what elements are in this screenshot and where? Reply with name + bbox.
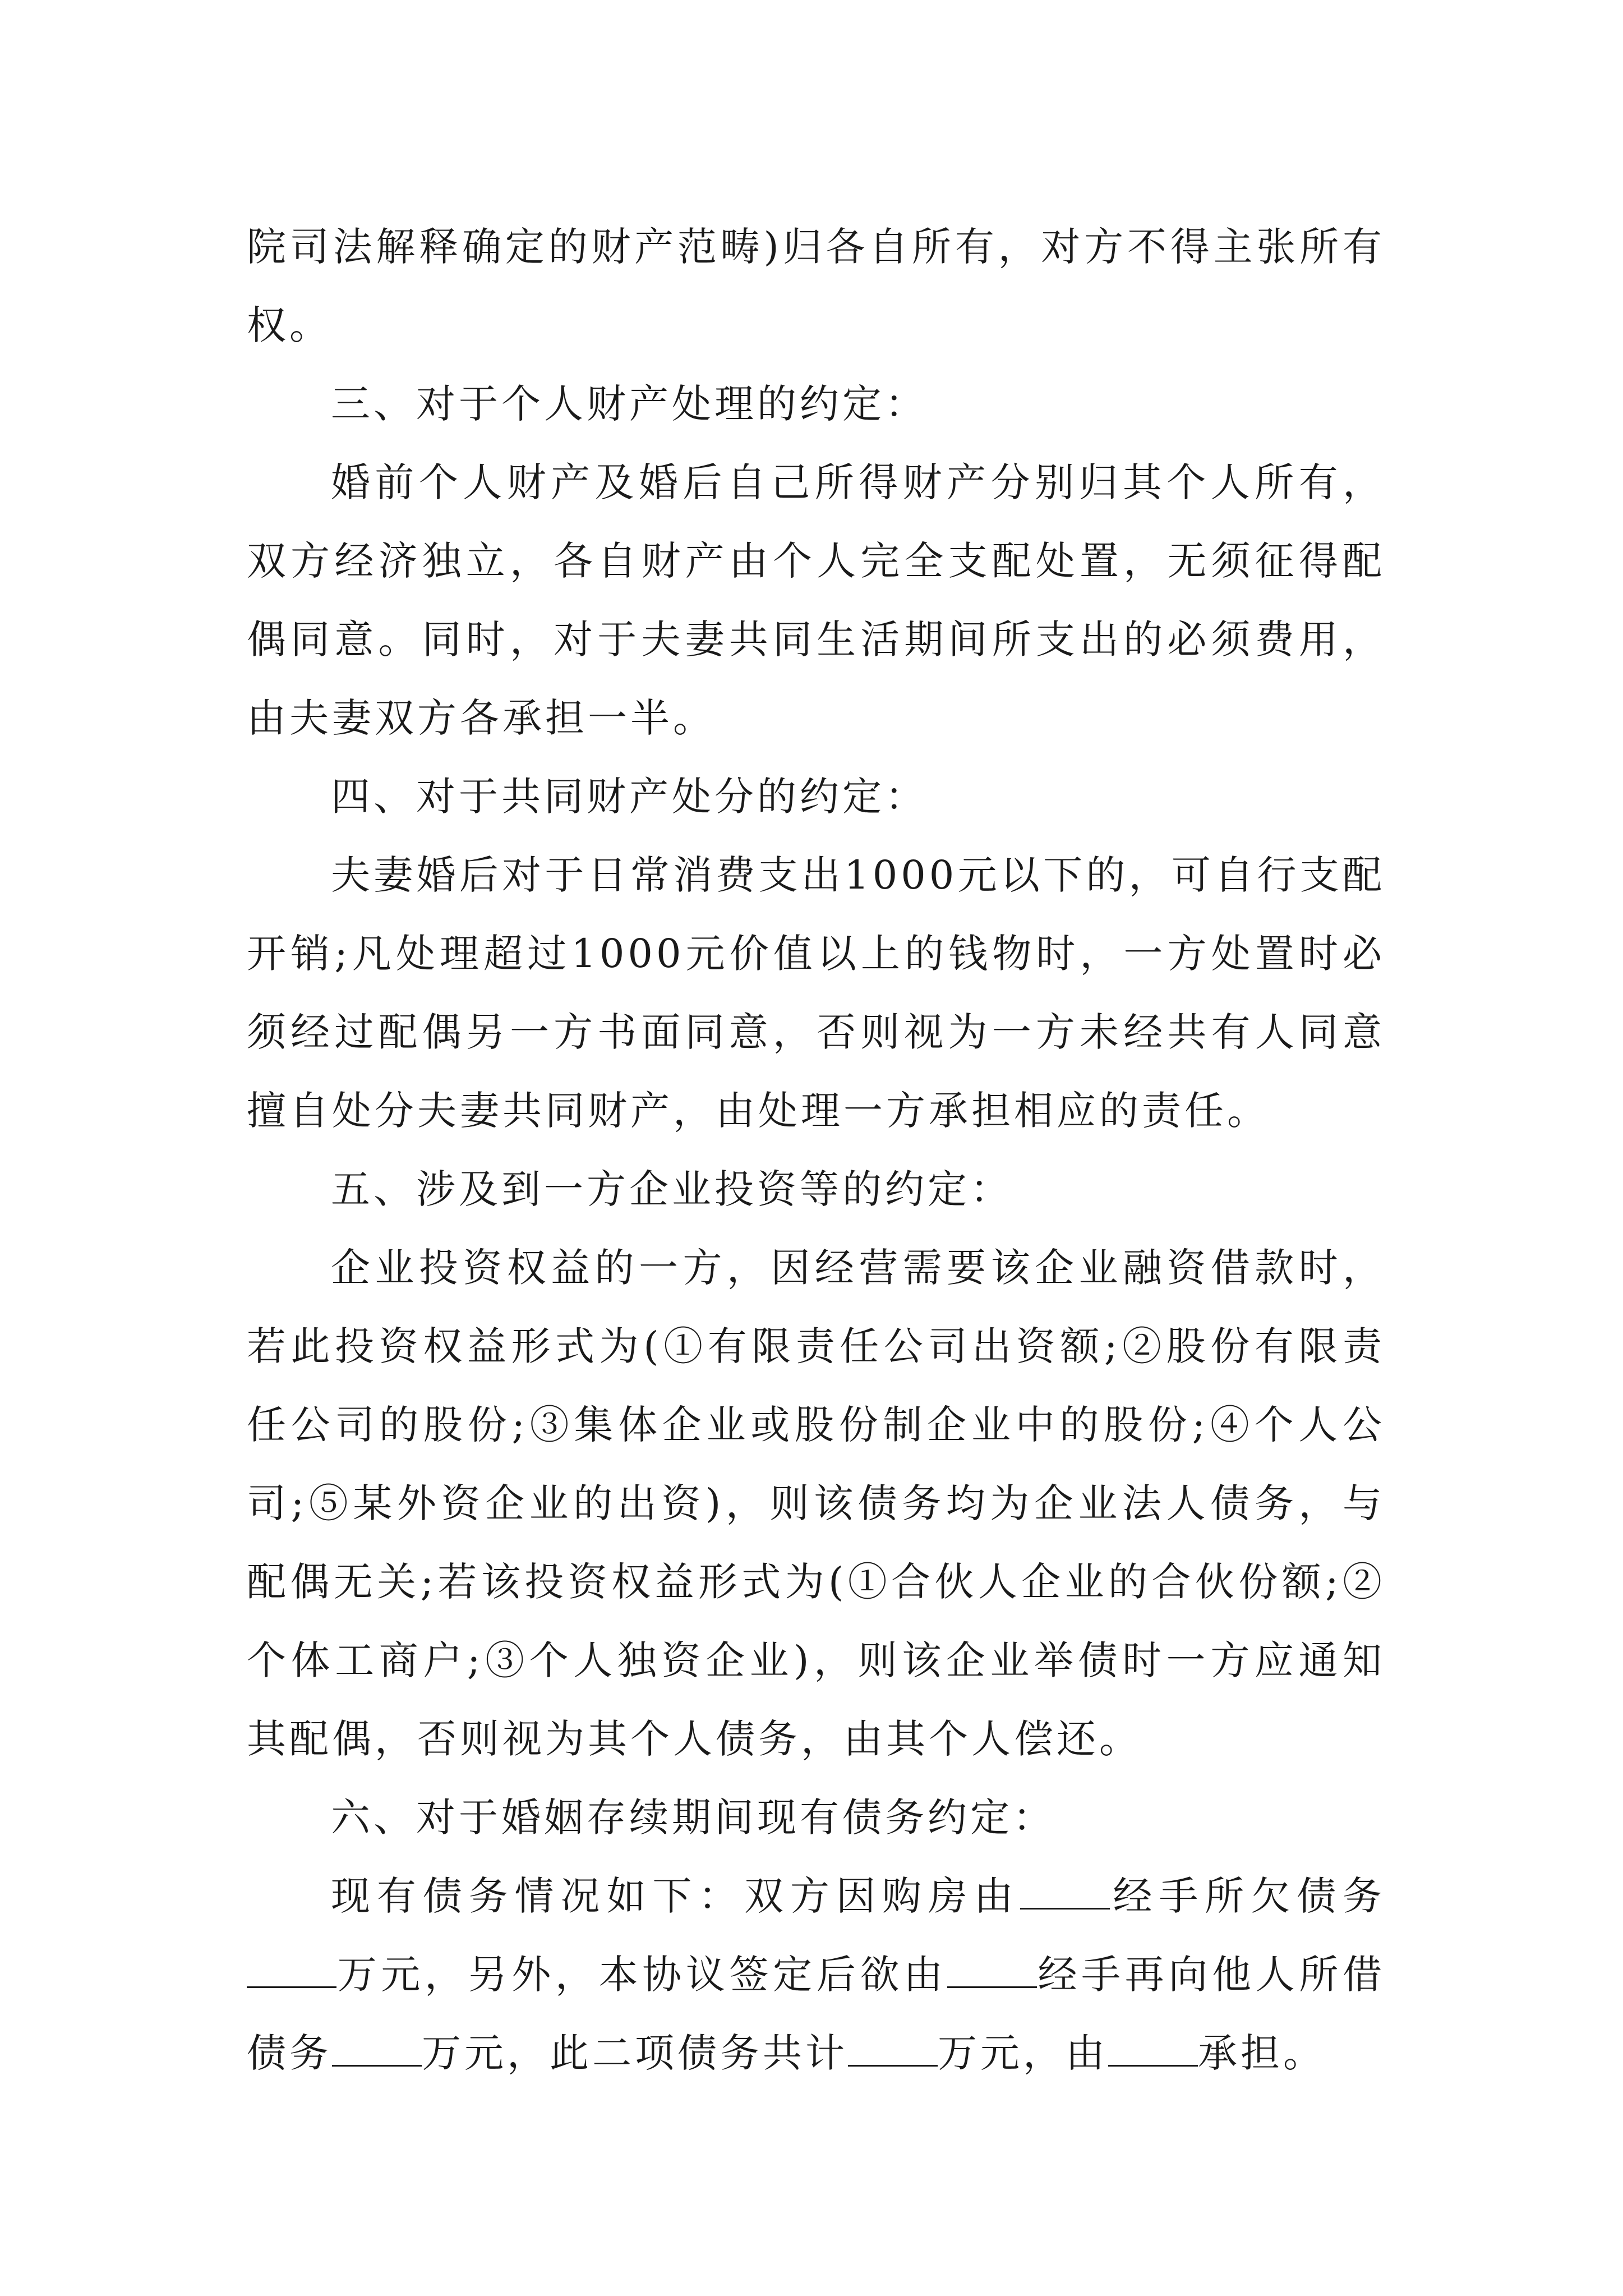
debt-text-3: 万元，另外，本协议签定后欲由 — [336, 1952, 947, 1998]
debt-text-2: 经手所欠债务 — [1109, 1873, 1386, 1919]
debt-text-1: 现有债务情况如下：双方因购房由 — [331, 1873, 1020, 1919]
blank-field-amount-2 — [332, 2033, 422, 2067]
section-heading-5: 五、涉及到一方企业投资等的约定： — [331, 1166, 1013, 1212]
blank-field-handler-1 — [1020, 1876, 1110, 1910]
debt-text-4: 经手再向他人所借债务 — [247, 1952, 1386, 2076]
debt-text-6: 万元，由 — [938, 2030, 1108, 2076]
blank-field-handler-2 — [947, 1955, 1037, 1988]
blank-field-total — [848, 2033, 938, 2067]
document-body — [247, 208, 1385, 2092]
section-heading-6: 六、对于婚姻存续期间现有债务约定： — [331, 1795, 1055, 1841]
section-paragraph-3: 婚前个人财产及婚后自己所得财产分别归其个人所有，双方经济独立，各自财产由个人完全支配处置，无须征得配偶同意。同时，对于夫妻共同生活期间所支出的必须费用，由夫妻双方各承担一半。 — [247, 459, 1385, 741]
paragraph-continuation: 院司法解释确定的财产范畴)归各自所有，对方不得主张所有权。 — [247, 224, 1385, 348]
section-paragraph-4: 夫妻婚后对于日常消费支出1000元以下的，可自行支配开销;凡处理超过1000元价值以上的钱物时，一方处置时必须经过配偶另一方书面同意，否则视为一方未经共有人同意擅自处分夫妻共同财产，由处理一方承担相应的责任。 — [247, 852, 1385, 1134]
section-paragraph-6 — [247, 1857, 1385, 2092]
debt-text-5: 万元，此二项债务共计 — [422, 2030, 848, 2076]
section-paragraph-5: 企业投资权益的一方，因经营需要该企业融资借款时，若此投资权益形式为(①有限责任公司出资额;②股份有限责任公司的股份;③集体企业或股份制企业中的股份;④个人公司;⑤某外资企业的出资)，则该债务均为企业法人债务，与配偶无关;若该投资权益形式为(①合伙人企业的合伙份额;②个体工商户;③个人独资企业)，则该企业举债时一方应通知其配偶，否则视为其个人债务，由其个人偿还。 — [247, 1245, 1385, 1762]
section-heading-3: 三、对于个人财产处理的约定： — [331, 381, 928, 427]
blank-field-amount-1 — [247, 1955, 336, 1988]
blank-field-bearer — [1108, 2033, 1198, 2067]
debt-text-7: 承担。 — [1198, 2030, 1326, 2076]
section-heading-4: 四、对于共同财产处分的约定： — [331, 774, 928, 820]
